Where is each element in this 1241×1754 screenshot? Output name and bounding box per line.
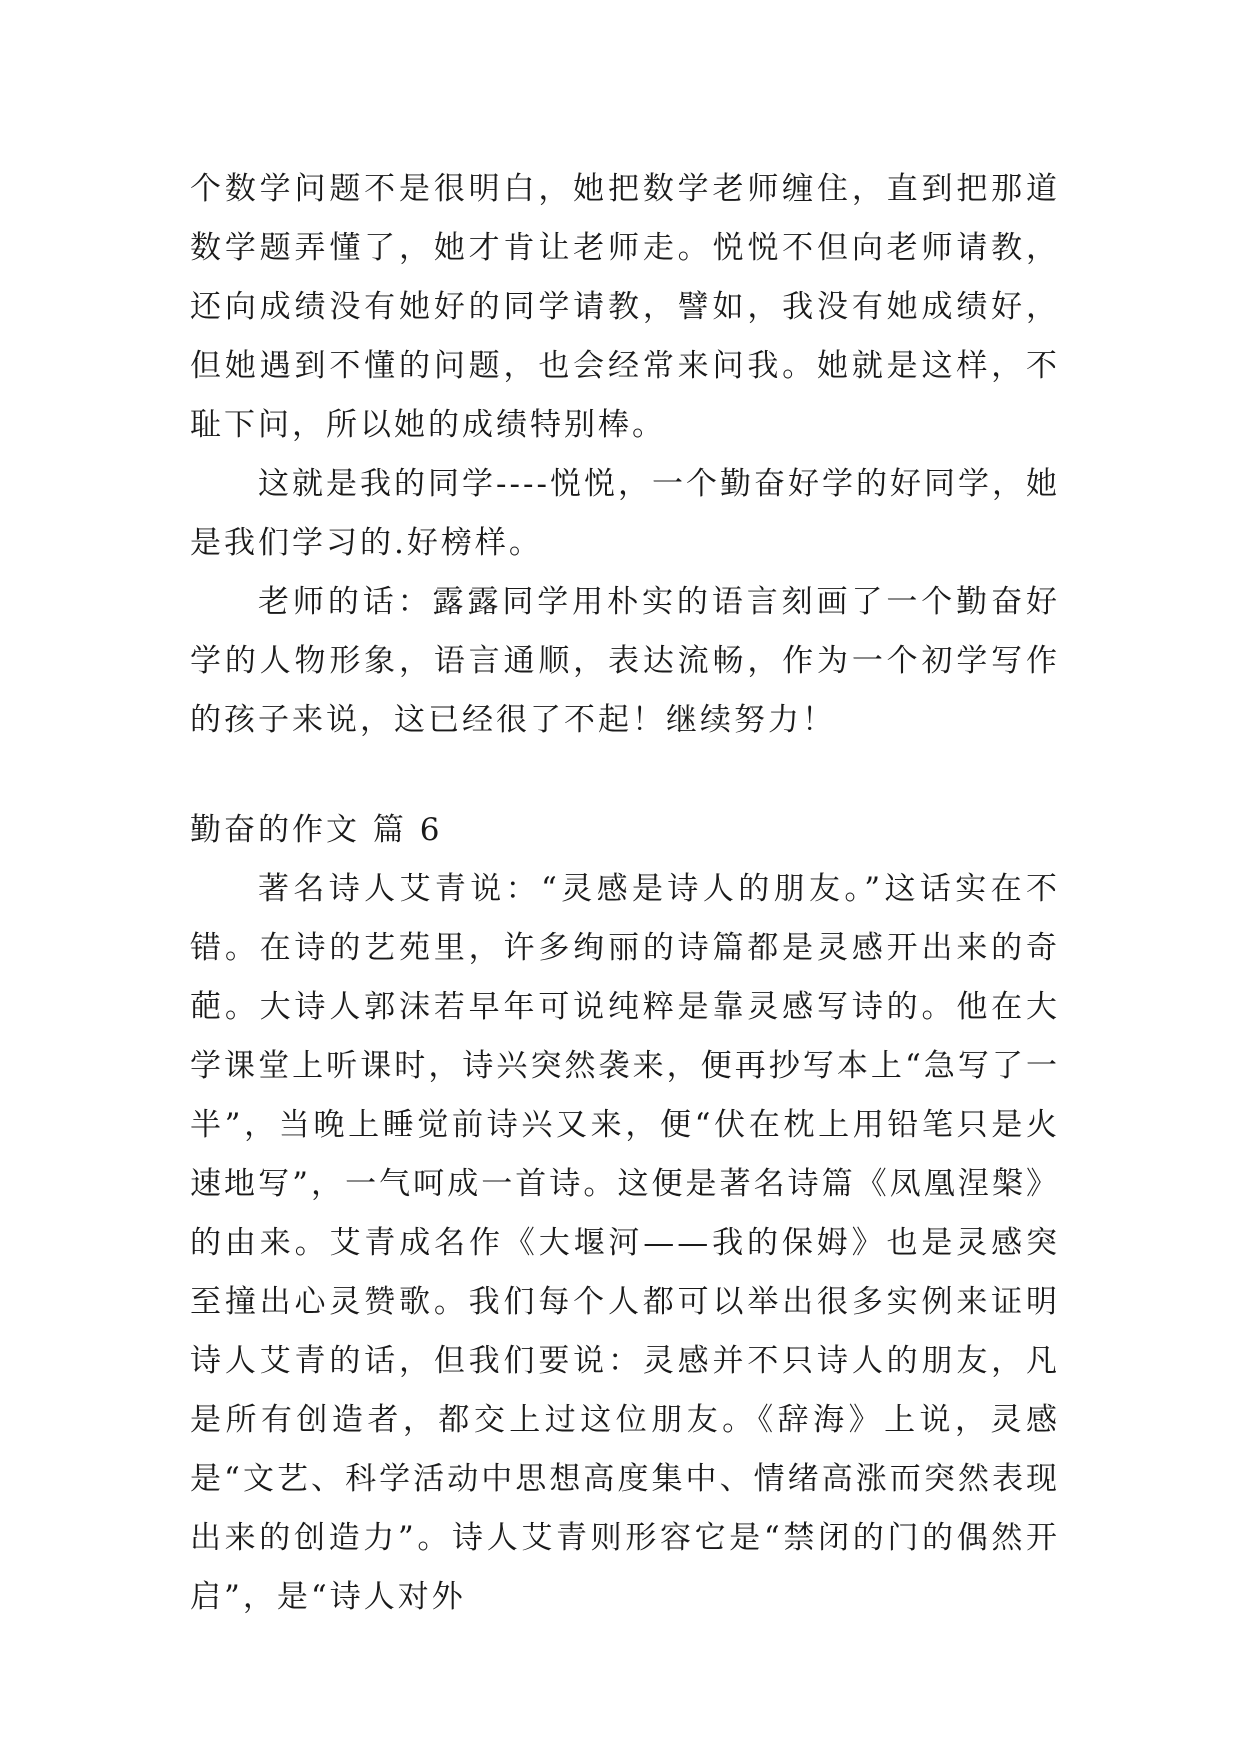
section-title: 勤奋的作文 篇 6 (190, 812, 443, 848)
document-body (190, 160, 1060, 1627)
paragraph-2: 这就是我的同学----悦悦，一个勤奋好学的好同学，她是我们学习的.好榜样。 (190, 466, 1060, 561)
paragraph-1: 个数学问题不是很明白，她把数学老师缠住，直到把那道数学题弄懂了，她才肯让老师走。悦悦不但向老师请教，还向成绩没有她好的同学请教，譬如，我没有她成绩好，但她遇到不懂的问题，也会经常来问我。她就是这样，不耻下问，所以她的成绩特别棒。 (190, 171, 1060, 443)
essay-6-paragraph-1: 著名诗人艾青说：“灵感是诗人的朋友。”这话实在不错。在诗的艺苑里，许多绚丽的诗篇都是灵感开出来的奇葩。大诗人郭沫若早年可说纯粹是靠灵感写诗的。他在大学课堂上听课时，诗兴突然袭来，便再抄写本上“急写了一半”，当晚上睡觉前诗兴又来，便“伏在枕上用铅笔只是火速地写”，一气呵成一首诗。这便是著名诗篇《凤凰涅槃》的由来。艾青成名作《大堰河——我的保姆》也是灵感突至撞出心灵赞歌。我们每个人都可以举出很多实例来证明诗人艾青的话，但我们要说：灵感并不只诗人的朋友，凡是所有创造者，都交上过这位朋友。《辞海》上说，灵感是“文艺、科学活动中思想高度集中、情绪高涨而突然表现出来的创造力”。诗人艾青则形容它是“禁闭的门的偶然开启”，是“诗人对外 (190, 871, 1060, 1615)
teacher-comment-paragraph: 老师的话：露露同学用朴实的语言刻画了一个勤奋好学的人物形象，语言通顺，表达流畅，作为一个初学写作的孩子来说，这已经很了不起！继续努力！ (190, 584, 1060, 738)
